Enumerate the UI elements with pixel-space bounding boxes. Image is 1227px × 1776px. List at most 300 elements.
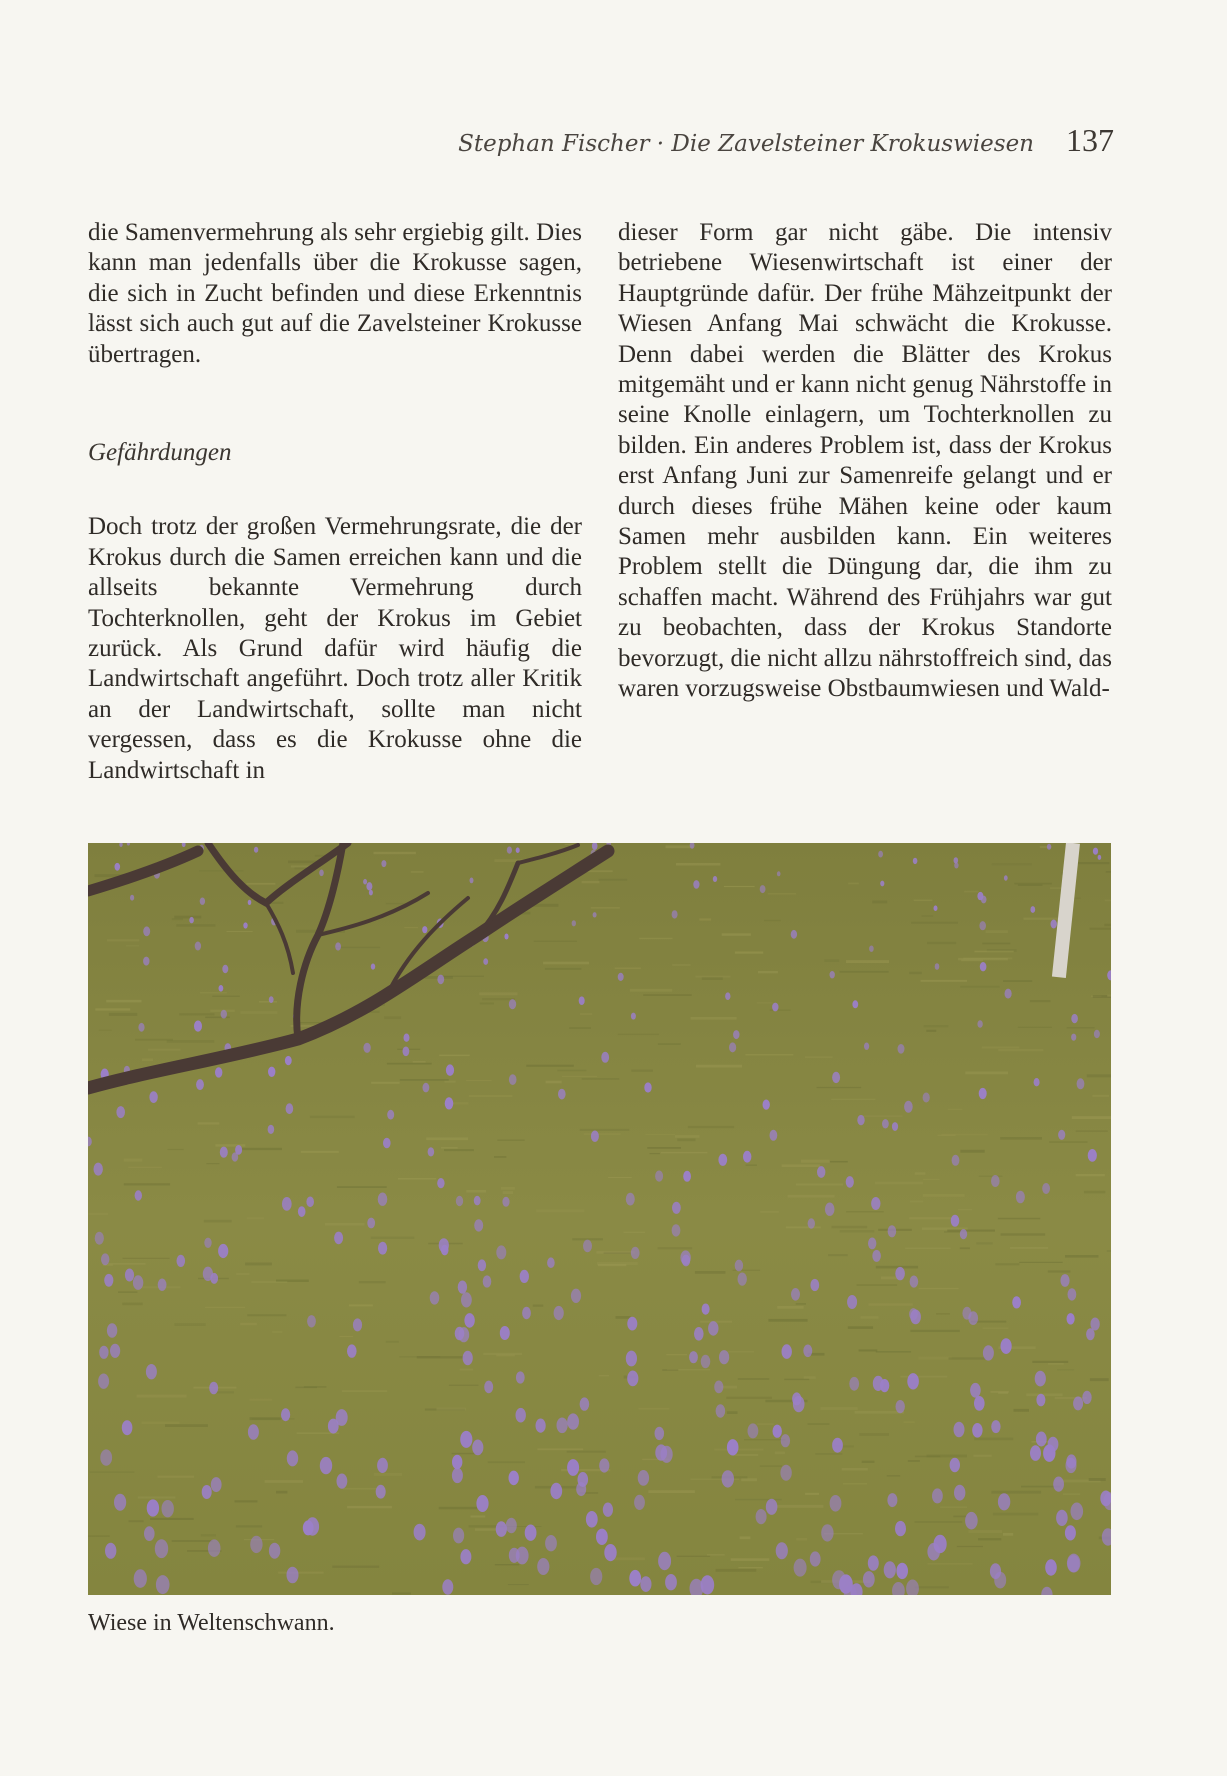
crocus-flower [896,1400,905,1413]
crocus-flower [496,1245,506,1259]
grass-streak [582,881,600,883]
crocus-flower [640,1576,651,1592]
grass-streak [731,1558,770,1561]
grass-streak [672,964,690,965]
crocus-flower [463,1351,473,1365]
grass-streak [677,1139,695,1142]
grass-streak [336,947,380,949]
grass-streak [466,1080,492,1081]
grass-streak [978,1538,1001,1540]
grass-streak [1107,1250,1111,1252]
grass-streak [536,1209,584,1212]
grass-streak [567,1451,606,1453]
crocus-flower [871,1197,880,1210]
grass-streak [596,1251,634,1254]
page-header [458,122,1114,159]
crocus-flower [177,1255,186,1267]
crocus-flower [363,1043,370,1053]
crocus-flower [979,921,986,930]
crocus-flower [484,1381,493,1394]
grass-streak [179,1013,214,1015]
grass-streak [332,1566,379,1568]
grass-streak [142,1422,180,1424]
crocus-flower [601,1052,609,1063]
grass-streak [88,1213,108,1215]
grass-streak [969,1530,1003,1533]
crocus-flower [1001,1338,1012,1354]
grass-streak [480,1003,494,1005]
grass-streak [404,927,418,928]
crocus-flower [268,1067,275,1077]
crocus-flower [725,992,730,1000]
crocus-flower [378,1242,387,1255]
grass-streak [569,1027,591,1029]
grass-streak [677,1556,710,1557]
grass-streak [246,883,275,885]
crocus-flower [522,1307,531,1319]
page-number: 137 [1066,122,1114,158]
crocus-flower [994,1572,1006,1589]
crocus-flower [1071,1503,1084,1521]
crocus-flower [907,1373,919,1389]
crocus-flower [672,1202,681,1214]
grass-streak [974,1438,1013,1441]
grass-streak [129,1520,144,1522]
crocus-flower [158,1279,167,1291]
grass-streak [855,1411,905,1414]
grass-streak [411,871,424,873]
crocus-flower [509,1548,520,1563]
grass-streak [758,971,778,973]
grass-streak [863,1116,903,1117]
grass-streak [1048,1363,1064,1365]
crocus-flower [781,1434,790,1447]
crocus-flower [1067,1313,1075,1324]
grass-streak [245,1263,272,1266]
crocus-flower [658,1552,671,1570]
grass-streak [840,1230,875,1232]
grass-streak [944,1231,960,1233]
crocus-flower [934,1535,947,1553]
crocus-flower [923,1093,930,1103]
crocus-flower [1066,1458,1077,1473]
grass-streak [247,1314,286,1316]
grass-streak [815,1453,842,1454]
crocus-flower [1060,1274,1069,1287]
grass-streak [1076,1174,1105,1176]
grass-streak [497,1140,524,1141]
crocus-flower [655,1427,665,1440]
crocus-flower [868,1238,876,1250]
grass-streak [928,1563,973,1564]
grass-streak [608,1177,632,1178]
crocus-flower [998,1493,1010,1510]
grass-streak [960,1150,984,1153]
grass-streak [768,893,796,894]
grass-streak [90,1472,135,1473]
crocus-flower [977,1020,982,1028]
grass-streak [374,1473,402,1476]
grass-streak [495,1564,520,1565]
crocus-flower [590,1568,602,1585]
grass-streak [1092,1095,1109,1097]
grass-streak [768,1319,807,1322]
crocus-flower [250,1536,262,1553]
grass-streak [817,1087,862,1088]
grass-streak [204,1220,232,1223]
crocus-flower [195,942,201,951]
grass-streak [618,1034,659,1036]
grass-streak [174,1323,205,1326]
grass-streak [240,1323,257,1325]
crocus-flower [1067,1555,1079,1572]
grass-streak [537,1448,583,1450]
grass-streak [662,1369,678,1370]
crocus-flower [888,1225,897,1237]
crocus-flower [149,1091,157,1103]
grass-streak [1107,995,1111,997]
crocus-flower [461,1292,472,1307]
crocus-flower [287,1567,299,1584]
crocus-flower [852,1000,858,1008]
grass-streak [449,1385,479,1386]
crocus-flower [248,900,252,905]
crocus-flower [1094,1030,1100,1038]
left-column [88,218,582,786]
grass-streak [562,1076,597,1077]
grass-streak [201,1534,216,1536]
grass-streak [439,1055,470,1057]
crocus-flower [626,1193,635,1206]
crocus-flower [162,1500,174,1517]
crocus-flower [200,898,205,905]
grass-streak [494,1156,506,1158]
grass-streak [108,1263,146,1265]
crocus-flower [1071,1034,1076,1041]
crocus-flower [689,1351,698,1363]
crocus-flower [991,1175,1000,1187]
crocus-flower [337,1474,348,1489]
grass-streak [1063,1493,1080,1494]
grass-streak [848,883,859,885]
grass-streak [910,1200,924,1202]
grass-streak [1106,871,1111,873]
grass-streak [830,1161,848,1163]
grass-streak [1057,1369,1074,1370]
grass-streak [1104,924,1111,926]
grass-streak [840,971,889,973]
grass-streak [757,1423,774,1425]
grass-streak [714,1449,763,1451]
grass-streak [923,1179,939,1180]
grass-streak [142,1058,153,1061]
grass-streak [1072,1116,1111,1119]
crocus-flower [404,1034,410,1042]
grass-streak [205,1307,245,1308]
crocus-flower [248,1424,259,1440]
grass-streak [760,1465,782,1467]
grass-streak [726,1397,772,1399]
grass-streak [1030,1000,1051,1002]
grass-streak [240,1148,282,1150]
section-heading: Gefährdungen [88,439,232,467]
crocus-flower [780,1465,791,1481]
grass-streak [746,1165,757,1166]
grass-streak [958,1209,972,1210]
grass-streak [782,1165,820,1168]
crocus-flower [580,1397,590,1410]
crocus-flower [95,1232,104,1245]
left-paragraph-2: Doch trotz der großen Vermehrungsrate, die der Krokus durch die Samen erreichen kann und die allseits bekannte Vermehrung durch Tochterknollen, geht der Krokus im Gebiet zurück. Als Grund dafür wird häufig die Landwirtschaft angeführt. Doch trotz aller Kritik an der Landwirtschaft, sollte man nicht vergessen, dass es die Krokusse ohne die Landwirtschaft in [88,513,582,784]
grass-streak [1105,900,1111,902]
crocus-flower [114,1494,126,1511]
grass-streak [122,1303,142,1306]
crocus-flower [954,1422,965,1437]
crocus-flower [219,985,224,992]
crocus-flower [516,1371,525,1383]
crocus-flower [708,1321,718,1336]
crocus-flower [970,1383,981,1398]
crocus-flower [878,851,883,858]
crocus-flower [378,1193,388,1206]
crocus-flower [474,1219,483,1231]
crocus-flower [504,934,508,940]
crocus-flower [218,1244,228,1258]
crocus-flower [516,847,520,853]
crocus-flower [306,1197,314,1208]
crocus-flower [100,1449,112,1465]
grass-streak [909,972,922,975]
crocus-flower [269,996,274,1003]
grass-streak [1084,1191,1106,1194]
crocus-flower [1100,1491,1111,1507]
grass-streak [439,1507,477,1510]
grass-streak [158,1476,195,1478]
grass-streak [251,1281,287,1282]
grass-streak [1014,883,1052,885]
grass-streak [526,1065,574,1067]
grass-streak [821,1407,858,1410]
crocus-flower [1035,1371,1046,1387]
crocus-flower [738,1273,747,1286]
crocus-flower [445,1097,454,1109]
crocus-flower [977,892,983,900]
crocus-flower [702,1304,710,1315]
grass-streak [915,1456,940,1458]
grass-streak [975,951,1014,953]
crocus-flower [115,863,121,871]
grass-streak [927,942,956,944]
grass-streak [666,845,693,848]
crocus-flower [763,1100,770,1110]
crocus-flower [335,942,341,950]
grass-streak [349,1304,373,1306]
crocus-flower [1042,1183,1050,1194]
grass-streak [442,976,484,977]
crocus-flower [910,1276,919,1288]
grass-streak [384,1016,401,1019]
grass-streak [1001,1233,1046,1235]
grass-streak [488,1461,525,1463]
crocus-flower [1053,1477,1064,1492]
crocus-flower [701,1355,711,1368]
grass-streak [276,1491,287,1494]
grass-streak [796,1303,806,1305]
grass-streak [580,1129,630,1131]
grass-streak [688,1126,734,1128]
grass-streak [557,1070,586,1072]
crocus-flower [683,1171,691,1182]
crocus-flower [583,1240,592,1253]
crocus-flower [550,1483,562,1499]
grass-streak [1010,1247,1048,1249]
crocus-flower [627,1317,637,1331]
crocus-flower [1073,1396,1083,1410]
grass-streak [958,958,1008,960]
crocus-flower [353,1318,362,1331]
grass-streak [805,1493,819,1495]
crocus-flower [965,1512,978,1530]
grass-streak [639,1408,670,1410]
crocus-flower [713,876,717,882]
crocus-flower [130,895,134,901]
crocus-flower [155,1539,168,1558]
grass-streak [503,1191,513,1194]
figure-caption: Wiese in Weltenschwann. [88,1610,335,1636]
grass-streak [630,989,672,992]
grass-streak [991,1491,1041,1494]
crocus-flower [593,912,597,917]
grass-streak [413,1061,426,1063]
crocus-flower [147,1499,159,1516]
crocus-flower [460,1549,471,1564]
grass-streak [796,1538,807,1541]
crocus-flower [557,1418,568,1434]
crocus-flower [968,1311,978,1325]
crocus-flower [334,1232,343,1245]
crocus-flower [591,1131,599,1142]
grass-streak [923,1194,965,1197]
grass-streak [482,998,515,1000]
grass-streak [148,1049,180,1051]
grass-streak [278,1572,323,1574]
crocus-flower [483,1275,492,1287]
crocus-flower [545,1535,557,1551]
grass-streak [501,1187,515,1190]
crocus-flower [303,1520,314,1535]
crocus-flower [268,1125,275,1134]
grass-streak [371,1082,400,1084]
grass-streak [993,1513,1038,1516]
crocus-flower [644,1082,651,1092]
crocus-flower [516,1408,526,1423]
grass-streak [842,1468,868,1471]
crocus-flower [554,1306,564,1320]
grass-streak [973,1455,991,1457]
grass-streak [1000,1137,1042,1140]
crocus-flower [458,1281,467,1294]
crocus-flower [428,1147,435,1156]
crocus-flower [363,879,367,885]
grass-streak [471,1516,486,1518]
crocus-flower [320,1457,332,1474]
crocus-flower [772,1003,778,1012]
crocus-flower [446,1064,454,1075]
grass-streak [337,1186,387,1188]
crocus-flower [221,1010,227,1019]
crocus-flower [319,870,324,877]
grass-streak [124,1159,143,1162]
grass-streak [937,1135,955,1136]
crocus-flower [934,905,938,911]
grass-streak [168,1149,184,1150]
grass-streak [960,1247,970,1249]
crocus-flower [507,847,512,854]
crocus-flower [558,1089,566,1100]
crocus-flower [898,1044,905,1054]
crocus-flower [832,1570,846,1589]
crocus-flower [846,1176,854,1188]
crocus-flower [932,1488,943,1503]
grass-streak [857,1284,898,1286]
crocus-flower [735,1260,743,1272]
grass-streak [998,1218,1040,1220]
crocus-flower [634,1495,645,1510]
grass-streak [386,1341,399,1343]
crocus-flower [743,1151,751,1163]
crocus-flower [107,1323,117,1337]
crocus-flower [618,973,624,981]
crocus-flower [791,930,797,939]
crocus-flower [437,975,444,985]
grass-streak [919,1357,952,1360]
grass-streak [1003,980,1032,982]
crocus-flower [298,1206,306,1217]
crocus-flower [603,1503,613,1517]
crocus-flower [1058,1130,1065,1140]
grass-streak [964,891,978,893]
grass-streak [1090,928,1111,930]
crocus-flower [904,1101,913,1113]
grass-streak [788,1195,835,1198]
crocus-flower [980,962,987,971]
grass-streak [859,1349,878,1351]
grass-streak [444,1149,474,1151]
grass-streak [301,1151,339,1153]
grass-streak [910,1330,959,1332]
grass-streak [250,1399,273,1401]
grass-streak [727,1411,738,1414]
grass-streak [998,1392,1008,1394]
grass-streak [905,1248,951,1249]
grass-streak [124,1183,170,1185]
grass-streak [777,1505,824,1508]
grass-streak [342,1390,387,1392]
crocus-flower [880,881,884,887]
crocus-flower [371,964,375,970]
crocus-flower [830,971,835,978]
grass-streak [441,1147,458,1148]
grass-streak [859,1433,889,1436]
grass-streak [95,1008,130,1010]
crocus-flower [825,1203,835,1216]
grass-streak [212,996,240,997]
grass-streak [479,992,517,995]
grass-streak [979,1176,1003,1177]
grass-streak [1018,1027,1052,1028]
grass-streak [983,1327,1009,1329]
crocus-flower [638,1470,649,1486]
